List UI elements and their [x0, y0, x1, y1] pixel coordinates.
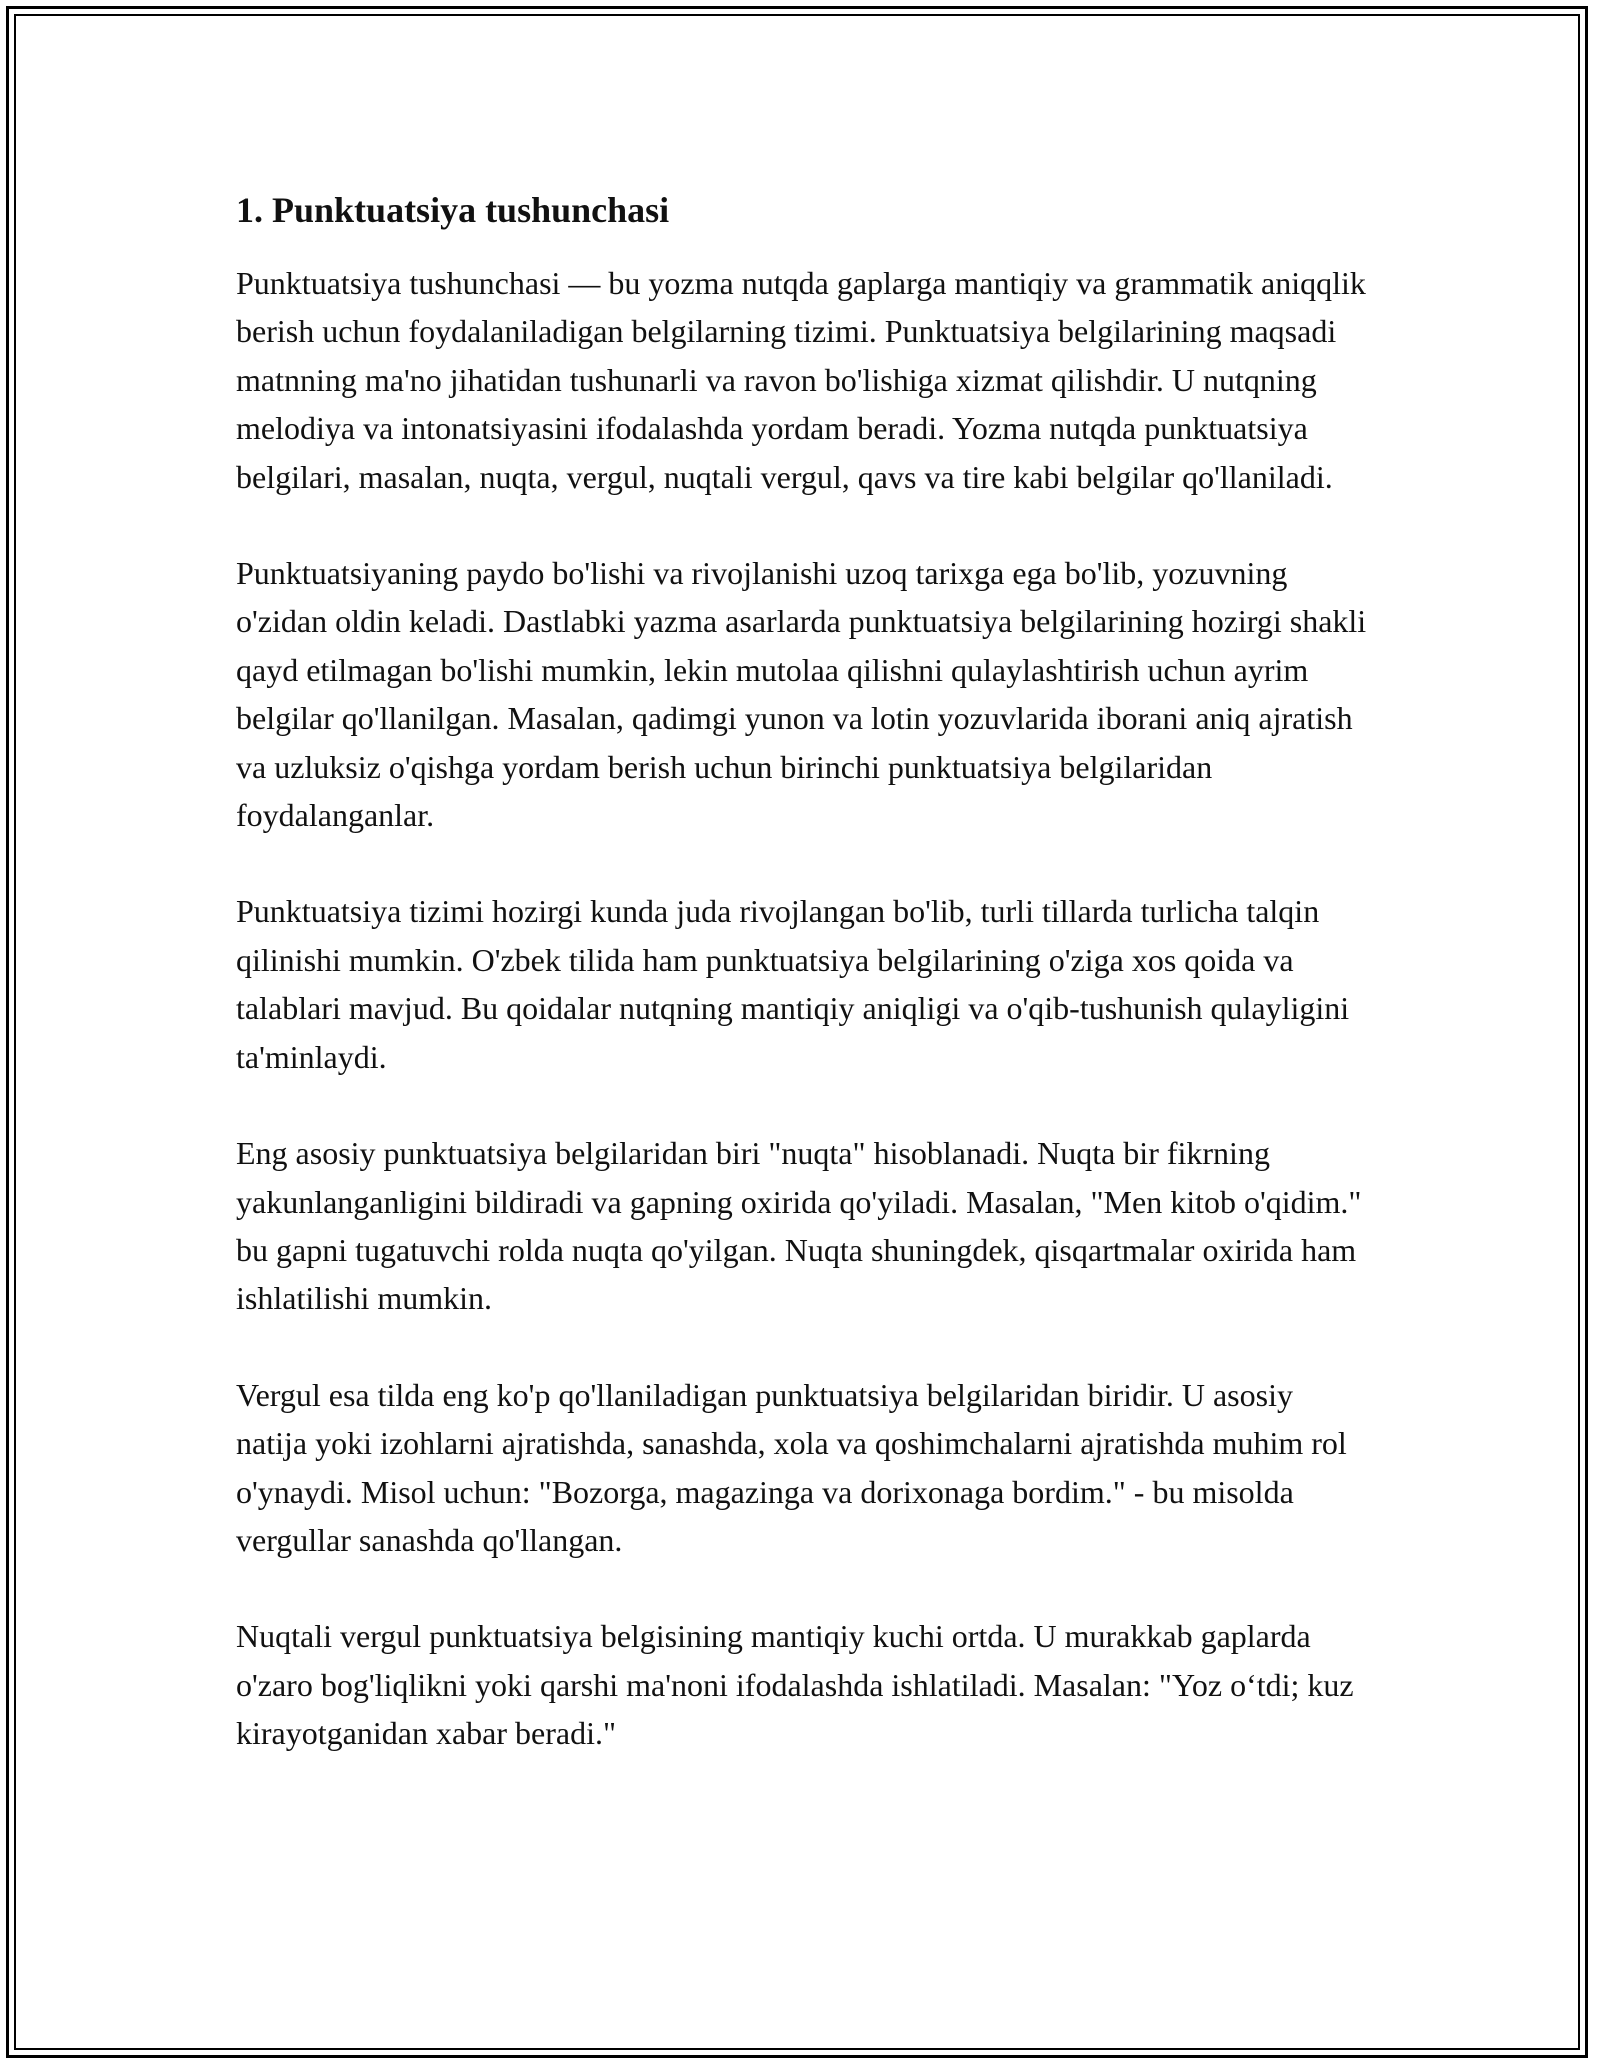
paragraph-semicolon: Nuqtali vergul punktuatsiya belgisining mantiqiy kuchi ortda. U murakkab gaplarda o'zaro bog'liqlikni yoki qarshi ma'noni ifodalashda ishlatiladi. Masalan: "Yoz o‘tdi; kuz kirayotganidan xabar beradi.": [236, 1618, 1354, 1752]
paragraph-history: Punktuatsiyaning paydo bo'lishi va rivojlanishi uzoq tarixga ega bo'lib, yozuvning o'zidan oldin keladi. Dastlabki yazma asarlarda punktuatsiya belgilarining hozirgi shakli qayd etilmagan bo'lishi mumkin, lekin mutolaa qilishni qulaylashtirish uchun ayrim belgilar qo'llanilgan. Masalan, qadimgi yunon va lotin yozuvlarida iborani aniq ajratish va uzluksiz o'qishga yordam berish uchun birinchi punktuatsiya belgilaridan foydalanganlar.: [236, 555, 1367, 834]
paragraph-definition: Punktuatsiya tushunchasi — bu yozma nutqda gaplarga mantiqiy va grammatik aniqqlik berish uchun foydalaniladigan belgilarning tizimi. Punktuatsiya belgilarining maqsadi matnning ma'no jihatidan tushunarli va ravon bo'lishiga xizmat qilishdir. U nutqning melodiya va intonatsiyasini ifodalashda yordam beradi. Yozma nutqda punktuatsiya belgilari, masalan, nuqta, vergul, nuqtali vergul, qavs va tire kabi belgilar qo'llaniladi.: [236, 265, 1366, 495]
document-body: [236, 186, 1371, 1806]
paragraph-period: Eng asosiy punktuatsiya belgilaridan biri "nuqta" hisoblanadi. Nuqta bir fikrning yakunlanganligini bildiradi va gapning oxirida qo'yiladi. Masalan, "Men kitob o'qidim." bu gapni tugatuvchi rolda nuqta qo'yilgan. Nuqta shuningdek, qisqartmalar oxirida ham ishlatilishi mumkin.: [236, 1135, 1362, 1317]
paragraph-comma: Vergul esa tilda eng ko'p qo'llaniladigan punktuatsiya belgilaridan biridir. U asosiy natija yoki izohlarni ajratishda, sanashda, xola va qoshimchalarni ajratishda muhim rol o'ynaydi. Misol uchun: "Bozorga, magazinga va dorixonaga bordim." - bu misolda vergullar sanashda qo'llangan.: [236, 1376, 1347, 1558]
paragraph-modern-system: Punktuatsiya tizimi hozirgi kunda juda rivojlangan bo'lib, turli tillarda turlicha talqin qilinishi mumkin. O'zbek tilida ham punktuatsiya belgilarining o'ziga xos qoida va talablari mavjud. Bu qoidalar nutqning mantiqiy aniqligi va o'qib-tushunish qulayligini ta'minlaydi.: [236, 893, 1350, 1075]
section-heading: 1. Punktuatsiya tushunchasi: [236, 190, 670, 230]
